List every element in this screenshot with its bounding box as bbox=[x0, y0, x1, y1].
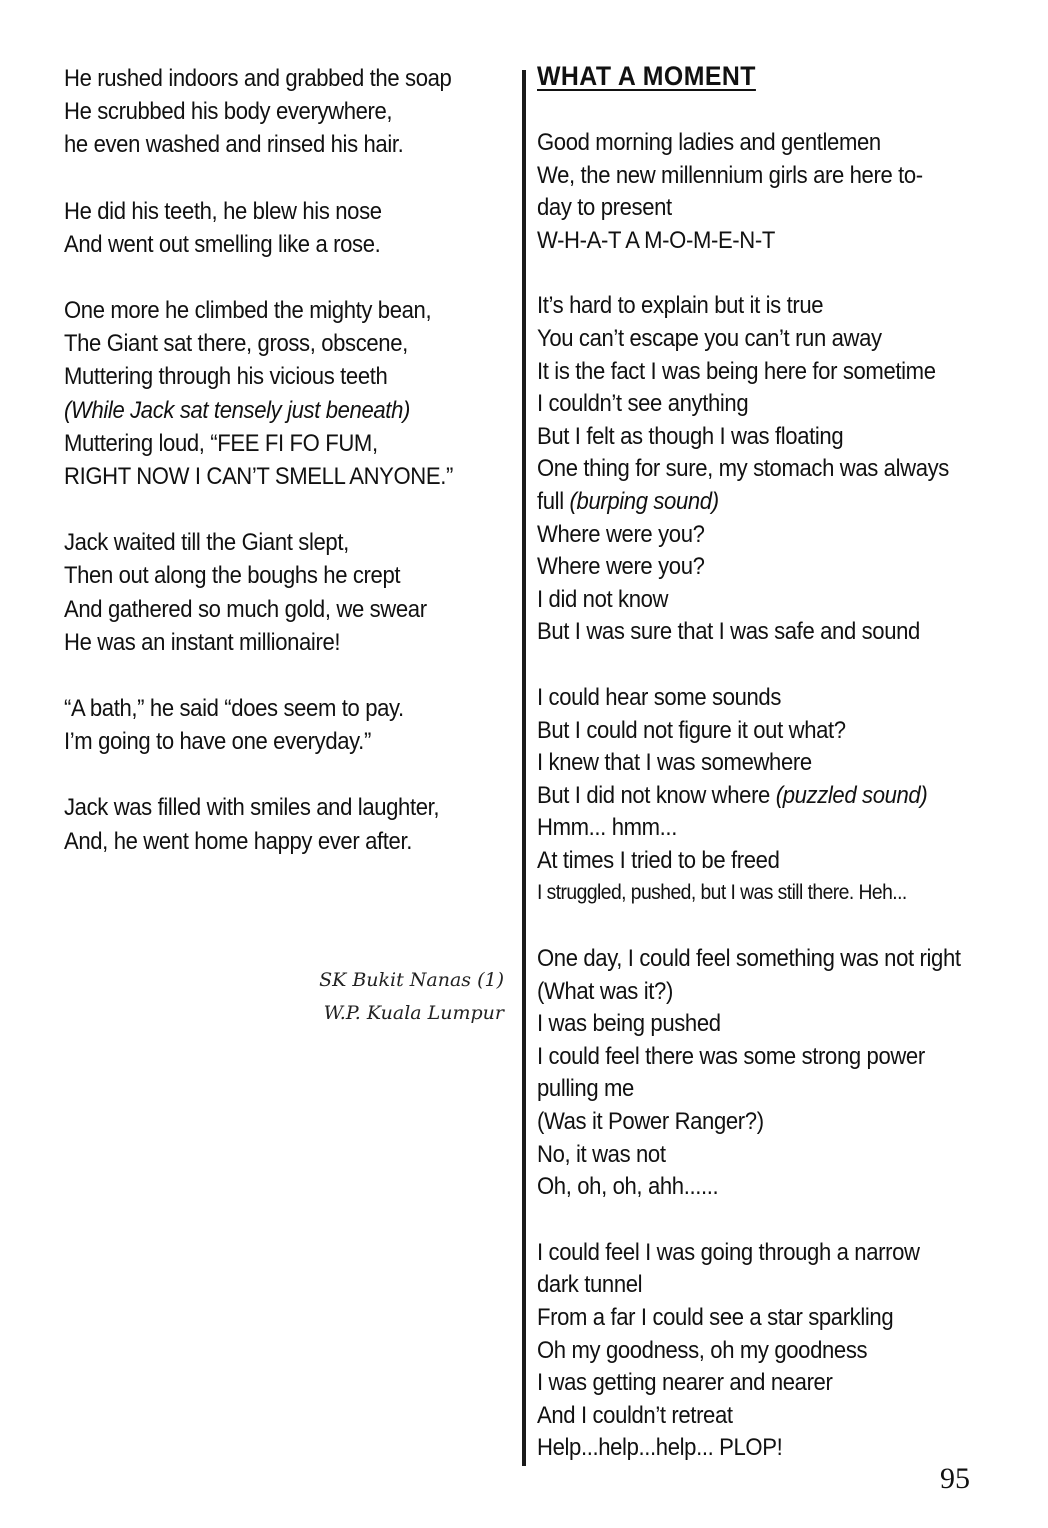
credit-school: SK Bukit Nanas (1) bbox=[319, 969, 504, 991]
left-stanza-3 bbox=[64, 294, 469, 493]
poem-line: Hmm... hmm... bbox=[537, 814, 677, 842]
poem-line: From a far I could see a star sparkling bbox=[537, 1304, 894, 1331]
poem-line: I could hear some sounds bbox=[537, 683, 782, 711]
poem-fragment: But I did not know where bbox=[537, 781, 770, 809]
right-stanza-1 bbox=[537, 127, 969, 257]
author-credit bbox=[319, 964, 504, 1030]
poem-line: Good morning ladies and gentlemen bbox=[537, 129, 881, 156]
poem-line: He was an instant millionaire! bbox=[64, 628, 341, 656]
poem-line: One more he climbed the mighty bean, bbox=[64, 297, 432, 325]
poem-line: Oh, oh, oh, ahh...... bbox=[537, 1173, 719, 1201]
poem-line: One thing for sure, my stomach was always bbox=[537, 455, 949, 483]
poem-line: I did not know bbox=[537, 585, 669, 613]
poem-line-italic: (While Jack sat tensely just beneath) bbox=[64, 396, 410, 424]
left-stanza-4 bbox=[64, 526, 469, 659]
poem-line: I could feel I was going through a narrow bbox=[537, 1238, 920, 1266]
poem-line: “A bath,” he said “does seem to pay. bbox=[64, 695, 404, 723]
poem-line: One day, I could feel something was not right bbox=[537, 945, 961, 973]
right-stanza-5 bbox=[537, 1237, 969, 1465]
poem-line: day to present bbox=[537, 194, 672, 222]
poem-line: pulling me bbox=[537, 1075, 634, 1103]
poem-line: It’s hard to explain but it is true bbox=[537, 292, 824, 320]
poem-line: Jack was filled with smiles and laughter, bbox=[64, 794, 440, 822]
left-stanza-6 bbox=[64, 791, 469, 857]
right-stanza-4 bbox=[537, 943, 969, 1204]
poem-line: It is the fact I was being here for sometime bbox=[537, 357, 936, 385]
poem-line: Where were you? bbox=[537, 553, 705, 581]
sound-effect: (puzzled sound) bbox=[775, 781, 928, 809]
right-stanza-2 bbox=[537, 290, 969, 649]
poem-line: Where were you? bbox=[537, 520, 705, 548]
page-number: 95 bbox=[940, 1462, 970, 1495]
poem-line: And went out smelling like a rose. bbox=[64, 230, 381, 258]
poem-line: Oh my goodness, oh my goodness bbox=[537, 1336, 868, 1364]
poem-line: No, it was not bbox=[537, 1140, 666, 1168]
poem-fragment: full bbox=[537, 487, 564, 515]
poem-line: But I felt as though I was floating bbox=[537, 422, 844, 450]
poem-line: I couldn’t see anything bbox=[537, 390, 749, 418]
poem-title: WHAT A MOMENT bbox=[537, 61, 756, 91]
poem-line: (Was it Power Ranger?) bbox=[537, 1108, 764, 1136]
left-stanza-2 bbox=[64, 195, 469, 261]
poem-line: Jack waited till the Giant slept, bbox=[64, 529, 349, 557]
sound-effect: (burping sound) bbox=[569, 487, 719, 515]
poem-line: I struggled, pushed, but I was still there. Heh... bbox=[537, 881, 907, 905]
poem-line: I was being pushed bbox=[537, 1010, 721, 1038]
poem-line bbox=[537, 780, 969, 813]
poem-line: And I couldn’t retreat bbox=[537, 1401, 733, 1429]
poem-line: But I was sure that I was safe and sound bbox=[537, 618, 920, 646]
poem-line: He did his teeth, he blew his nose bbox=[64, 197, 382, 225]
poem-line: And, he went home happy ever after. bbox=[64, 827, 413, 855]
poem-line: We, the new millennium girls are here to- bbox=[537, 161, 923, 189]
poem-line bbox=[537, 486, 969, 519]
poem-line: W-H-A-T A M-O-M-E-N-T bbox=[537, 226, 775, 254]
credit-location: W.P. Kuala Lumpur bbox=[323, 1002, 504, 1024]
poem-line: You can’t escape you can’t run away bbox=[537, 324, 882, 352]
poem-line: At times I tried to be freed bbox=[537, 846, 780, 874]
right-poem bbox=[537, 60, 969, 1498]
poem-line: But I could not figure it out what? bbox=[537, 716, 846, 744]
poem-line: RIGHT NOW I CAN’T SMELL ANYONE.” bbox=[64, 463, 454, 491]
poem-line: And gathered so much gold, we swear bbox=[64, 595, 427, 623]
poem-line: I knew that I was somewhere bbox=[537, 749, 812, 777]
poem-line: The Giant sat there, gross, obscene, bbox=[64, 330, 408, 358]
poem-line: I was getting nearer and nearer bbox=[537, 1369, 833, 1397]
poem-line: I’m going to have one everyday.” bbox=[64, 728, 371, 756]
left-stanza-5 bbox=[64, 692, 469, 758]
right-stanza-3 bbox=[537, 682, 969, 910]
poem-line: He rushed indoors and grabbed the soap bbox=[64, 65, 452, 92]
poem-line: He scrubbed his body everywhere, bbox=[64, 98, 393, 126]
poem-line: he even washed and rinsed his hair. bbox=[64, 131, 404, 159]
column-divider bbox=[522, 70, 526, 1466]
poem-line: (What was it?) bbox=[537, 977, 673, 1005]
poem-line: Muttering through his vicious teeth bbox=[64, 363, 388, 391]
poem-line: Muttering loud, “FEE FI FO FUM, bbox=[64, 429, 378, 457]
left-poem bbox=[64, 62, 469, 891]
poem-line: dark tunnel bbox=[537, 1271, 643, 1299]
left-stanza-1 bbox=[64, 62, 469, 162]
poem-line: Help...help...help... PLOP! bbox=[537, 1434, 783, 1462]
poem-line: Then out along the boughs he crept bbox=[64, 562, 401, 590]
poem-line: I could feel there was some strong power bbox=[537, 1042, 925, 1070]
